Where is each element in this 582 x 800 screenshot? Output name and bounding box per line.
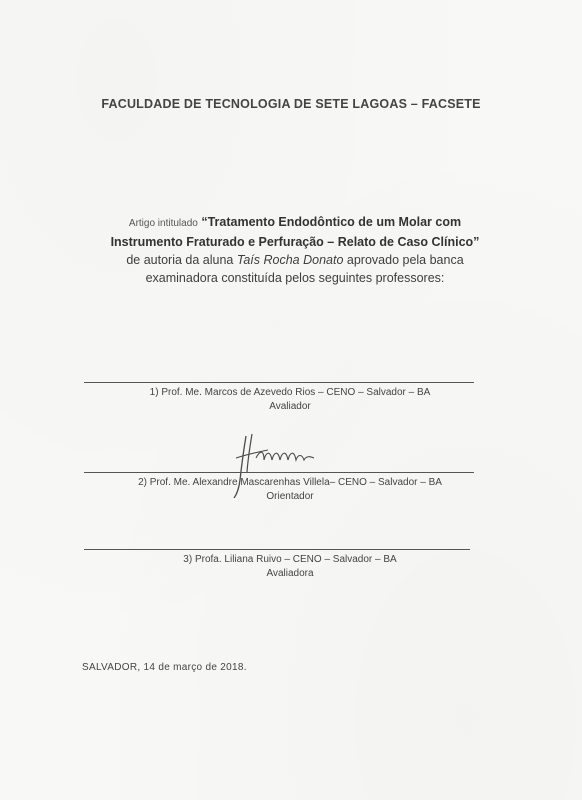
signature-line-2 <box>84 472 474 473</box>
article-prefix: Artigo intitulado <box>128 218 198 229</box>
approval-statement <box>60 213 530 287</box>
place-and-date: SALVADOR, 14 de março de 2018. <box>82 662 247 673</box>
examiner-3 <box>60 553 520 581</box>
examiner-1 <box>60 386 520 414</box>
examiner-2-role: Orientador <box>266 491 314 502</box>
examiner-3-role: Avaliadora <box>266 568 314 579</box>
approval-line-4 <box>60 269 530 287</box>
approval-line-3 <box>60 251 530 269</box>
signature-line-3 <box>84 549 470 550</box>
board-text: examinadora constituída pelos seguintes professores: <box>145 271 445 285</box>
approved-text: aprovado pela banca <box>346 253 464 267</box>
examiner-3-name: 3) Profa. Liliana Ruivo – CENO – Salvador – BA <box>183 554 397 565</box>
institution-title: FACULDADE DE TECNOLOGIA DE SETE LAGOAS – FACSETE <box>101 97 481 111</box>
examiner-1-role: Avaliador <box>269 401 311 412</box>
examiner-2-name: 2) Prof. Me. Alexandre Mascarenhas Villela– CENO – Salvador – BA <box>138 477 442 488</box>
approval-line-2 <box>60 233 530 251</box>
examiner-2 <box>60 476 520 504</box>
student-name: Taís Rocha Donato <box>236 253 344 267</box>
article-title-line-1: “Tratamento Endodôntico de um Molar com <box>201 215 462 229</box>
by-student-text: de autoria da aluna <box>126 253 234 267</box>
signature-line-1 <box>84 382 474 383</box>
approval-line-1 <box>60 213 530 233</box>
examiner-1-name: 1) Prof. Me. Marcos de Azevedo Rios – CENO – Salvador – BA <box>149 387 431 398</box>
article-title-line-2: Instrumento Fraturado e Perfuração – Relato de Caso Clínico” <box>110 235 480 249</box>
